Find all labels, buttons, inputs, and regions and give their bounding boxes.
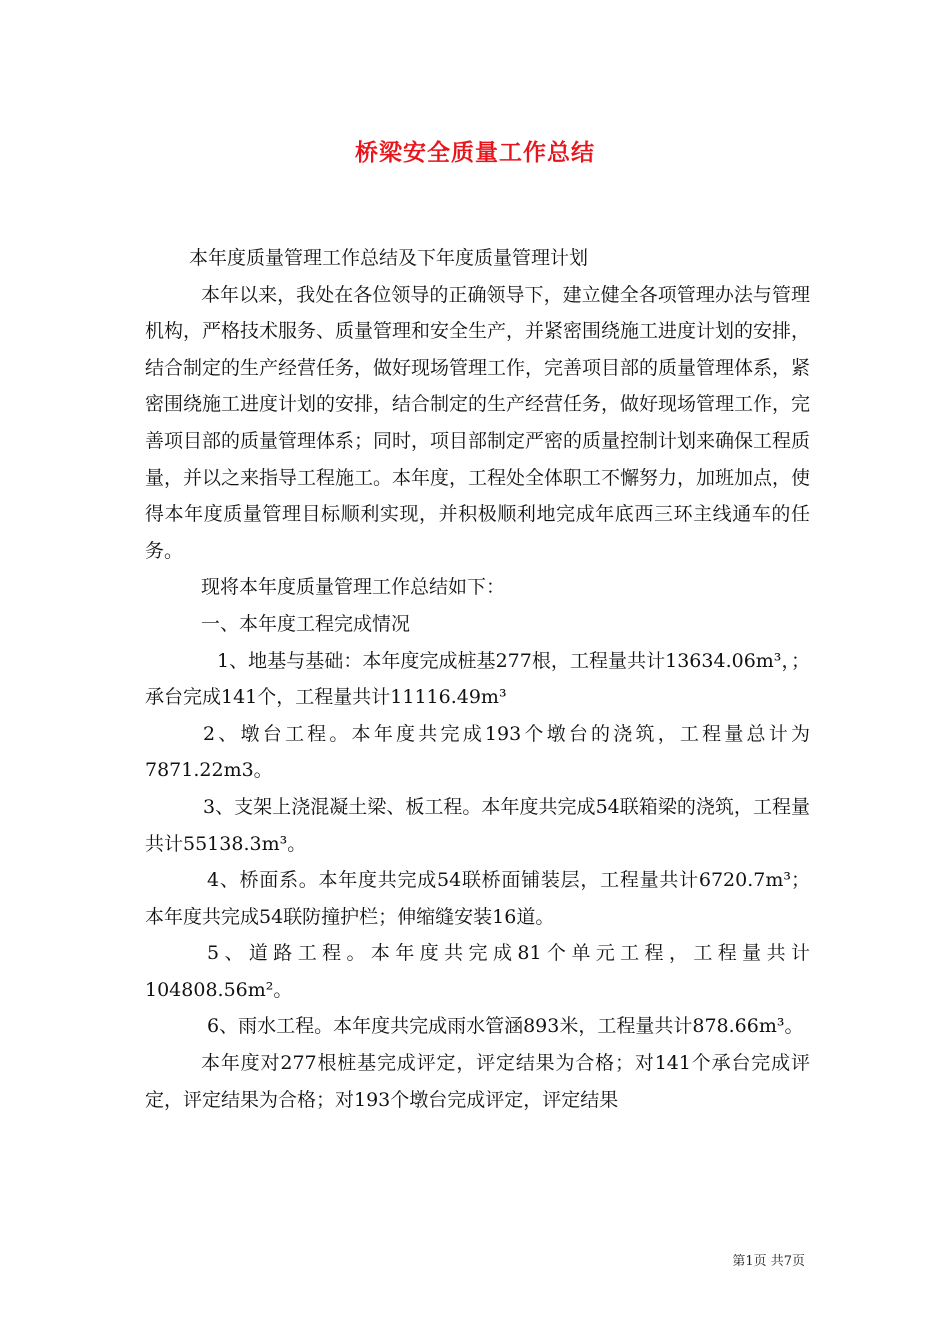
paragraph-intro: 本年以来，我处在各位领导的正确领导下，建立健全各项管理办法与管理机构，严格技术服务、质量管理和安全生产，并紧密围绕施工进度计划的安排，结合制定的生产经营任务，做好现场管理工作，完善项目部的质量管理体系，紧密围绕施工进度计划的安排，结合制定的生产经营任务，做好现场管理工作，完善项目部的质量管理体系；同时，项目部制定严密的质量控制计划来确保工程质量，并以之来指导工程施工。本年度，工程处全体职工不懈努力，加班加点，使得本年度质量管理目标顺利实现，并积极顺利地完成年底西三环主线通车的任务。 — [145, 283, 811, 562]
document-body — [145, 240, 810, 1118]
list-item-road: 5、道路工程。本年度共完成81个单元工程，工程量共计104808.56m²。 — [145, 942, 810, 1001]
list-item-pier: 2、墩台工程。本年度共完成193个墩台的浇筑，工程量总计为7871.22m3。 — [145, 722, 810, 782]
list-item-deck: 4、桥面系。本年度共完成54联桥面铺装层，工程量共计6720.7m³；本年度共完成54联防撞护栏；伸缩缝安装16道。 — [145, 869, 810, 928]
document-subtitle: 本年度质量管理工作总结及下年度质量管理计划 — [189, 247, 589, 269]
document-title: 桥梁安全质量工作总结 — [355, 139, 595, 166]
page-number: 第1页 共7页 — [732, 1254, 805, 1269]
list-item-foundation: 1、地基与基础：本年度完成桩基277根，工程量共计13634.06m³，；承台完成141个，工程量共计11116.49m³ — [145, 649, 810, 709]
paragraph-evaluation: 本年度对277根桩基完成评定，评定结果为合格；对141个承台完成评定，评定结果为合格；对193个墩台完成评定，评定结果 — [145, 1052, 810, 1111]
paragraph-summary-lead: 现将本年度质量管理工作总结如下： — [201, 576, 506, 599]
list-item-beam: 3、支架上浇混凝土梁、板工程。本年度共完成54联箱梁的浇筑，工程量共计55138.3m³。 — [145, 795, 810, 855]
section-heading-1: 一、本年度工程完成情况 — [201, 612, 411, 635]
list-item-drainage: 6、雨水工程。本年度共完成雨水管涵893米，工程量共计878.66m³。 — [207, 1015, 804, 1038]
